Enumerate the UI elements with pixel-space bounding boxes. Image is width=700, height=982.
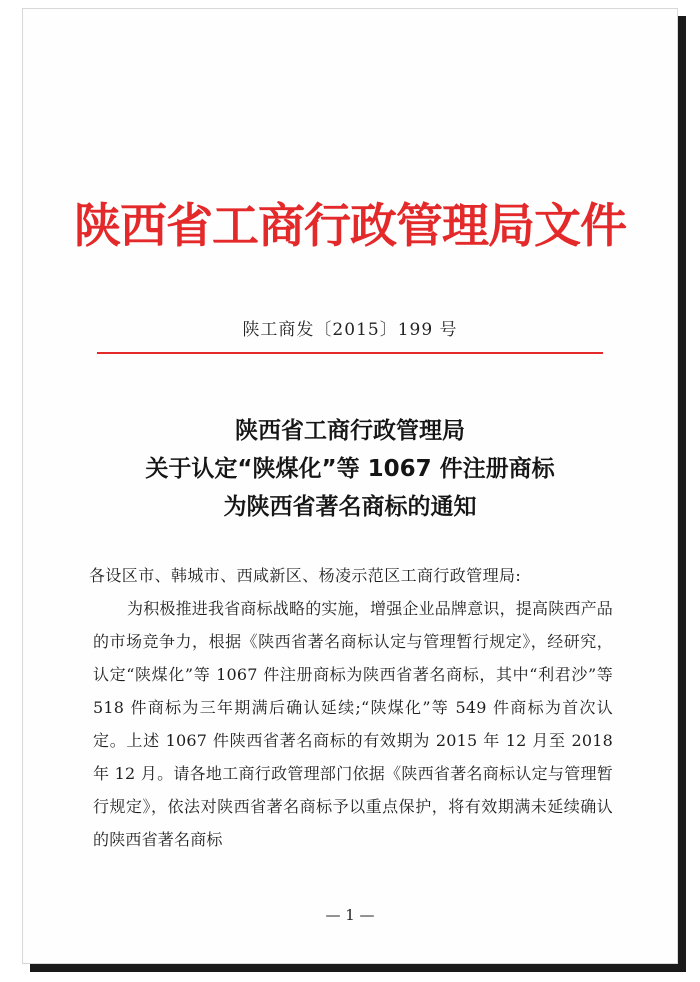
body-paragraph: 为积极推进我省商标战略的实施，增强企业品牌意识，提高陕西产品的市场竞争力，根据《陕西省著名商标认定与管理暂行规定》，经研究，认定“陕煤化”等 1067 件注册商标为陕西省著名商标，其中“利君沙”等 518 件商标为三年期满后确认延续;“陕煤化”等 549 件商标为首次认定。上述 1067 件陕西省著名商标的有效期为 2015 年 12 月至 2018 年 12 月。请各地工商行政管理部门依据《陕西省著名商标认定与管理暂行规定》，依法对陕西省著名商标予以重点保护，将有效期满未延续确认的陕西省著名商标 <box>93 599 614 849</box>
document-header: 陕西省工商行政管理局文件 <box>74 199 626 254</box>
title-line-2: 关于认定“陕煤化”等 1067 件注册商标 <box>145 456 555 482</box>
title-line-3: 为陕西省著名商标的通知 <box>223 494 477 520</box>
title-line-1: 陕西省工商行政管理局 <box>235 418 465 444</box>
page-number: — 1 — <box>325 906 375 924</box>
document-page <box>22 8 678 964</box>
document-body <box>89 559 614 856</box>
salutation: 各设区市、韩城市、西咸新区、杨凌示范区工商行政管理局: <box>89 566 522 585</box>
document-number: 陕工商发〔2015〕199 号 <box>242 320 458 340</box>
notice-title <box>23 412 677 526</box>
red-divider-line <box>97 352 603 354</box>
